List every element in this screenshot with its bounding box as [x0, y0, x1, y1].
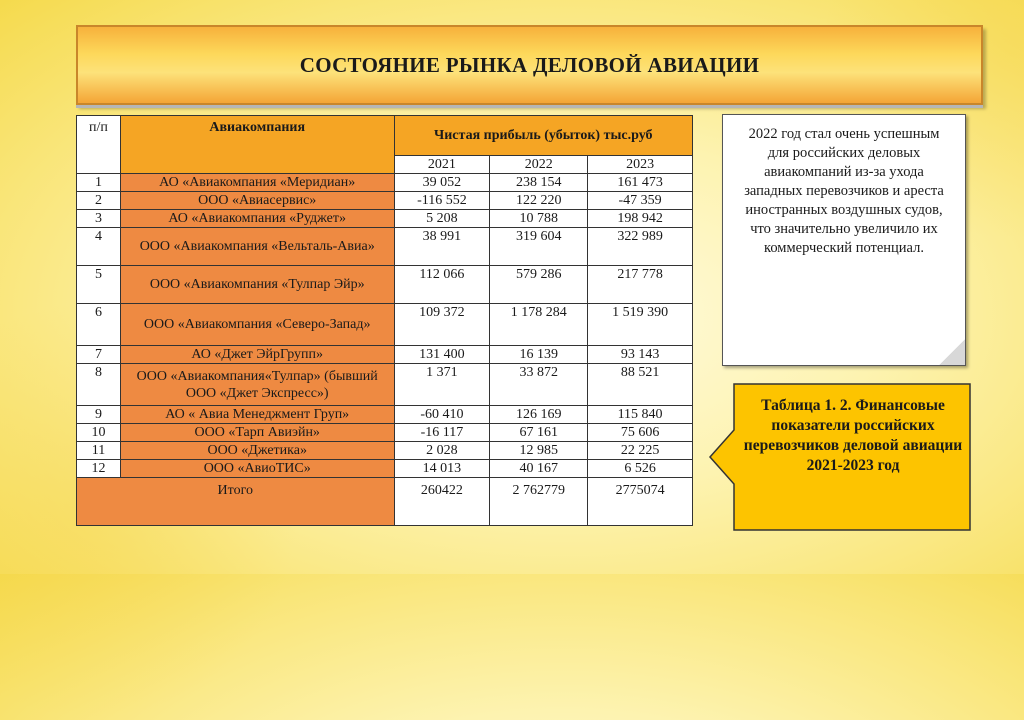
- row-company: ООО «Авиакомпания«Тулпар» (бывший ООО «Джет Экспресс»): [120, 364, 394, 406]
- row-company: ООО «Авиакомпания «Северо-Запад»: [120, 304, 394, 346]
- row-value-2021: 112 066: [394, 266, 490, 304]
- header-company: Авиакомпания: [120, 116, 394, 174]
- table-row: [77, 424, 693, 442]
- row-value-2021: 14 013: [394, 460, 490, 478]
- row-value-2023: 1 519 390: [588, 304, 693, 346]
- table-row: [77, 304, 693, 346]
- row-company: АО «Авиакомпания «Руджет»: [120, 210, 394, 228]
- row-value-2022: 122 220: [490, 192, 588, 210]
- row-value-2022: 12 985: [490, 442, 588, 460]
- row-value-2023: 93 143: [588, 346, 693, 364]
- row-number: 2: [77, 192, 121, 210]
- row-value-2023: -47 359: [588, 192, 693, 210]
- table-row: [77, 192, 693, 210]
- row-value-2022: 40 167: [490, 460, 588, 478]
- table-row: [77, 406, 693, 424]
- row-value-2023: 115 840: [588, 406, 693, 424]
- row-value-2022: 126 169: [490, 406, 588, 424]
- title-banner: [76, 25, 983, 105]
- row-number: 6: [77, 304, 121, 346]
- total-label: Итого: [77, 478, 395, 526]
- row-value-2021: 131 400: [394, 346, 490, 364]
- row-value-2023: 88 521: [588, 364, 693, 406]
- row-company: АО «Джет ЭйрГрупп»: [120, 346, 394, 364]
- row-company: ООО «Тарп Авиэйн»: [120, 424, 394, 442]
- row-value-2021: 109 372: [394, 304, 490, 346]
- table-total-row: [77, 478, 693, 526]
- row-company: ООО «Авиасервис»: [120, 192, 394, 210]
- row-value-2023: 198 942: [588, 210, 693, 228]
- financial-table: [76, 115, 693, 526]
- row-value-2021: 38 991: [394, 228, 490, 266]
- row-value-2021: -16 117: [394, 424, 490, 442]
- row-number: 9: [77, 406, 121, 424]
- row-value-2022: 579 286: [490, 266, 588, 304]
- row-number: 3: [77, 210, 121, 228]
- row-number: 7: [77, 346, 121, 364]
- table-row: [77, 266, 693, 304]
- row-value-2022: 33 872: [490, 364, 588, 406]
- row-number: 1: [77, 174, 121, 192]
- table-row: [77, 174, 693, 192]
- table-row: [77, 460, 693, 478]
- header-year-2022: 2022: [490, 156, 588, 174]
- row-value-2022: 67 161: [490, 424, 588, 442]
- row-value-2023: 322 989: [588, 228, 693, 266]
- row-number: 11: [77, 442, 121, 460]
- row-value-2021: 1 371: [394, 364, 490, 406]
- row-value-2021: 2 028: [394, 442, 490, 460]
- row-company: ООО «Авиакомпания «Тулпар Эйр»: [120, 266, 394, 304]
- page-title: СОСТОЯНИЕ РЫНКА ДЕЛОВОЙ АВИАЦИИ: [299, 52, 760, 77]
- row-number: 10: [77, 424, 121, 442]
- row-value-2022: 238 154: [490, 174, 588, 192]
- note-text: 2022 год стал очень успешным для российских деловых авиакомпаний из-за ухода западных перевозчиков и ареста иностранных воздушных судов, что значительно увеличило их коммерческий потенциал.: [744, 126, 944, 256]
- page-fold-decoration: [939, 339, 965, 365]
- table-row: [77, 364, 693, 406]
- header-year-2021: 2021: [394, 156, 490, 174]
- row-value-2023: 22 225: [588, 442, 693, 460]
- row-value-2022: 319 604: [490, 228, 588, 266]
- row-value-2023: 161 473: [588, 174, 693, 192]
- row-value-2021: 5 208: [394, 210, 490, 228]
- row-number: 4: [77, 228, 121, 266]
- row-value-2023: 217 778: [588, 266, 693, 304]
- total-2022: 2 762779: [490, 478, 588, 526]
- row-company: АО « Авиа Менеджмент Груп»: [120, 406, 394, 424]
- row-company: АО «Авиакомпания «Меридиан»: [120, 174, 394, 192]
- row-number: 8: [77, 364, 121, 406]
- table-row: [77, 210, 693, 228]
- row-company: ООО «Джетика»: [120, 442, 394, 460]
- row-value-2022: 1 178 284: [490, 304, 588, 346]
- row-company: ООО «Авиакомпания «Вельталь-Авиа»: [120, 228, 394, 266]
- row-company: ООО «АвиоТИС»: [120, 460, 394, 478]
- row-number: 12: [77, 460, 121, 478]
- table-row: [77, 228, 693, 266]
- note-box: [722, 114, 966, 366]
- header-num: п/п: [77, 116, 121, 174]
- callout-text: Таблица 1. 2. Финансовые показатели российских перевозчиков деловой авиации 2021-2023 год: [743, 397, 963, 474]
- table-row: [77, 346, 693, 364]
- total-2023: 2775074: [588, 478, 693, 526]
- row-value-2021: -60 410: [394, 406, 490, 424]
- row-number: 5: [77, 266, 121, 304]
- row-value-2021: 39 052: [394, 174, 490, 192]
- total-2021: 260422: [394, 478, 490, 526]
- header-year-2023: 2023: [588, 156, 693, 174]
- table-caption-callout: [708, 382, 973, 532]
- header-profit: Чистая прибыль (убыток) тыс.руб: [394, 116, 693, 156]
- row-value-2022: 16 139: [490, 346, 588, 364]
- row-value-2021: -116 552: [394, 192, 490, 210]
- table-row: [77, 442, 693, 460]
- row-value-2022: 10 788: [490, 210, 588, 228]
- row-value-2023: 75 606: [588, 424, 693, 442]
- row-value-2023: 6 526: [588, 460, 693, 478]
